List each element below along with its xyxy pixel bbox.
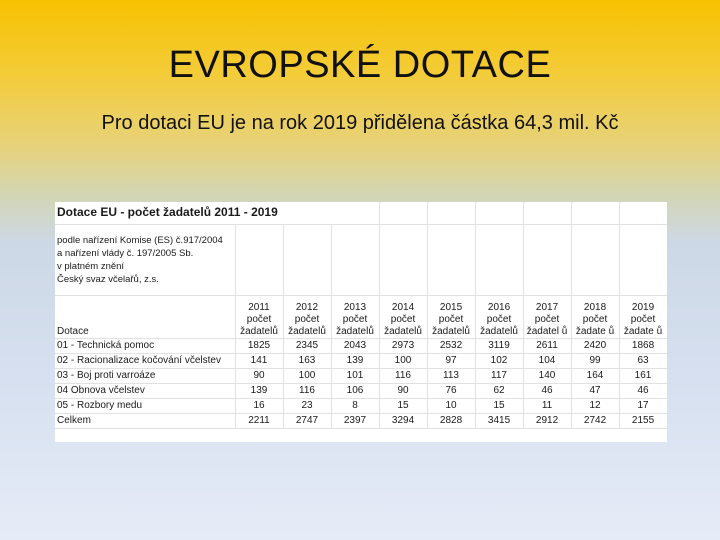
cell: 104: [523, 354, 571, 369]
note-line: a nařízení vlády č. 197/2005 Sb.: [57, 248, 194, 259]
cell: 90: [235, 369, 283, 384]
cell: 2345: [283, 339, 331, 354]
column-header-dotace: Dotace: [55, 296, 235, 339]
total-cell: 2747: [283, 414, 331, 429]
cell: 17: [619, 399, 667, 414]
cell: 63: [619, 354, 667, 369]
table-row: [55, 369, 667, 384]
table-row: [55, 339, 667, 354]
total-cell: 2155: [619, 414, 667, 429]
applicants-table: [55, 202, 667, 429]
cell: 23: [283, 399, 331, 414]
total-label: Celkem: [55, 414, 235, 429]
slide-subtitle: Pro dotaci EU je na rok 2019 přidělena částka 64,3 mil. Kč: [101, 112, 619, 134]
total-cell: 2742: [571, 414, 619, 429]
cell: 2611: [523, 339, 571, 354]
total-cell: 2397: [331, 414, 379, 429]
row-label: 04 Obnova včelstev: [55, 384, 235, 399]
cell: 161: [619, 369, 667, 384]
cell: 163: [283, 354, 331, 369]
cell: 106: [331, 384, 379, 399]
total-cell: 2912: [523, 414, 571, 429]
row-label: 05 - Rozbory medu: [55, 399, 235, 414]
cell: 1868: [619, 339, 667, 354]
cell: 97: [427, 354, 475, 369]
note-line: podle nařízení Komise (ES) č.917/2004: [57, 235, 223, 246]
table-header-row: [55, 296, 667, 339]
cell: 102: [475, 354, 523, 369]
column-header-year: 2019 počet žadate ů: [619, 296, 667, 339]
cell: 139: [331, 354, 379, 369]
table-note: [55, 225, 235, 296]
cell: 101: [331, 369, 379, 384]
cell: 141: [235, 354, 283, 369]
column-header-year: 2015 počet žadatelů: [427, 296, 475, 339]
column-header-year: 2017 počet žadatel ů: [523, 296, 571, 339]
cell: 47: [571, 384, 619, 399]
note-line: Český svaz včelařů, z.s.: [57, 274, 159, 285]
cell: 76: [427, 384, 475, 399]
cell: 15: [379, 399, 427, 414]
column-header-year: 2018 počet žadate ů: [571, 296, 619, 339]
table-row: [55, 399, 667, 414]
row-label: 02 - Racionalizace kočování včelstev: [55, 354, 235, 369]
total-cell: 2211: [235, 414, 283, 429]
table-row: [55, 384, 667, 399]
cell: 100: [283, 369, 331, 384]
note-line: v platném znění: [57, 261, 125, 272]
row-label: 01 - Technická pomoc: [55, 339, 235, 354]
column-header-year: 2011 počet žadatelů: [235, 296, 283, 339]
slide-title: EVROPSKÉ DOTACE: [168, 44, 552, 86]
cell: 11: [523, 399, 571, 414]
cell: 46: [523, 384, 571, 399]
cell: 10: [427, 399, 475, 414]
total-cell: 2828: [427, 414, 475, 429]
table-row: [55, 354, 667, 369]
table-title: Dotace EU - počet žadatelů 2011 - 2019: [55, 202, 379, 225]
cell: 90: [379, 384, 427, 399]
column-header-year: 2012 počet žadatelů: [283, 296, 331, 339]
cell: 116: [283, 384, 331, 399]
cell: 46: [619, 384, 667, 399]
cell: 16: [235, 399, 283, 414]
column-header-year: 2016 počet žadatelů: [475, 296, 523, 339]
cell: 8: [331, 399, 379, 414]
cell: 2420: [571, 339, 619, 354]
column-header-year: 2013 počet žadatelů: [331, 296, 379, 339]
cell: 140: [523, 369, 571, 384]
cell: 116: [379, 369, 427, 384]
column-header-year: 2014 počet žadatelů: [379, 296, 427, 339]
applicants-table-image: [55, 202, 667, 442]
cell: 12: [571, 399, 619, 414]
total-cell: 3415: [475, 414, 523, 429]
cell: 99: [571, 354, 619, 369]
cell: 62: [475, 384, 523, 399]
cell: 15: [475, 399, 523, 414]
cell: 164: [571, 369, 619, 384]
cell: 2043: [331, 339, 379, 354]
cell: 117: [475, 369, 523, 384]
cell: 3119: [475, 339, 523, 354]
total-cell: 3294: [379, 414, 427, 429]
cell: 100: [379, 354, 427, 369]
cell: 2973: [379, 339, 427, 354]
cell: 1825: [235, 339, 283, 354]
row-label: 03 - Boj proti varroáze: [55, 369, 235, 384]
cell: 2532: [427, 339, 475, 354]
cell: 113: [427, 369, 475, 384]
table-total-row: [55, 414, 667, 429]
cell: 139: [235, 384, 283, 399]
